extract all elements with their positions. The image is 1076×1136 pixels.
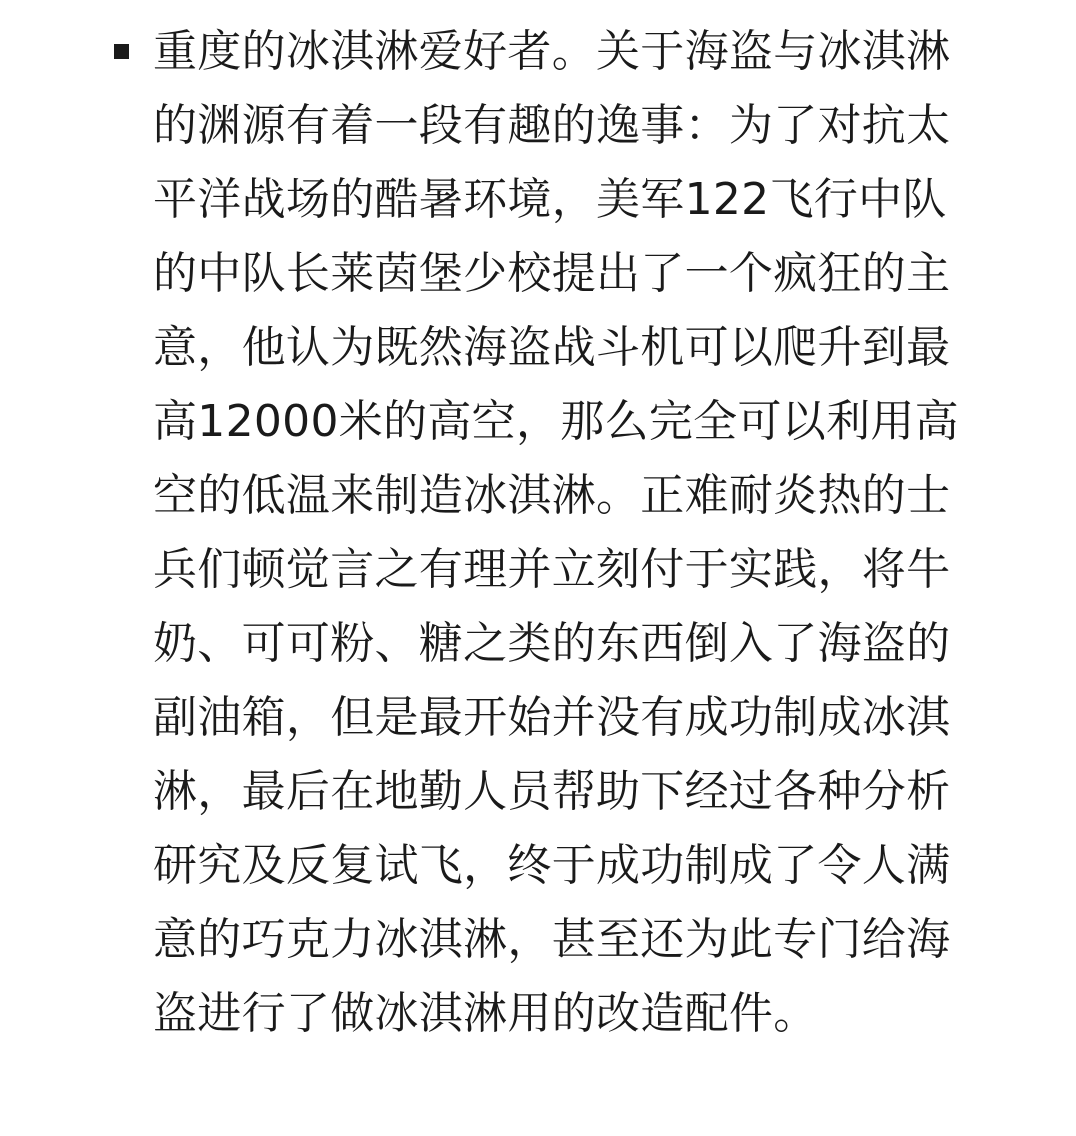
text-line: 重度的冰淇淋爱好者。关于海盗与冰淇淋 (153, 26, 951, 77)
text-line: 意的巧克力冰淇淋，甚至还为此专门给海 (153, 914, 951, 965)
text-line: 空的低温来制造冰淇淋。正难耐炎热的士 (153, 470, 951, 521)
text-line: 意，他认为既然海盗战斗机可以爬升到最 (153, 322, 951, 373)
text-line: 盗进行了做冰淇淋用的改造配件。 (153, 988, 818, 1039)
text-line: 兵们顿觉言之有理并立刻付于实践，将牛 (153, 544, 951, 595)
text-line: 副油箱，但是最开始并没有成功制成冰淇 (153, 692, 951, 743)
text-line: 平洋战场的酷暑环境，美军122飞行中队 (153, 174, 947, 225)
text-line: 高12000米的高空，那么完全可以利用高 (153, 396, 959, 447)
text-line: 淋，最后在地勤人员帮助下经过各种分析 (153, 766, 951, 817)
list-item-text (153, 22, 959, 1058)
text-line: 的渊源有着一段有趣的逸事：为了对抗太 (153, 100, 951, 151)
text-line: 奶、可可粉、糖之类的东西倒入了海盗的 (153, 618, 951, 669)
text-line: 的中队长莱茵堡少校提出了一个疯狂的主 (153, 248, 951, 299)
text-line: 研究及反复试飞，终于成功制成了令人满 (153, 840, 951, 891)
bullet-marker (114, 44, 129, 59)
